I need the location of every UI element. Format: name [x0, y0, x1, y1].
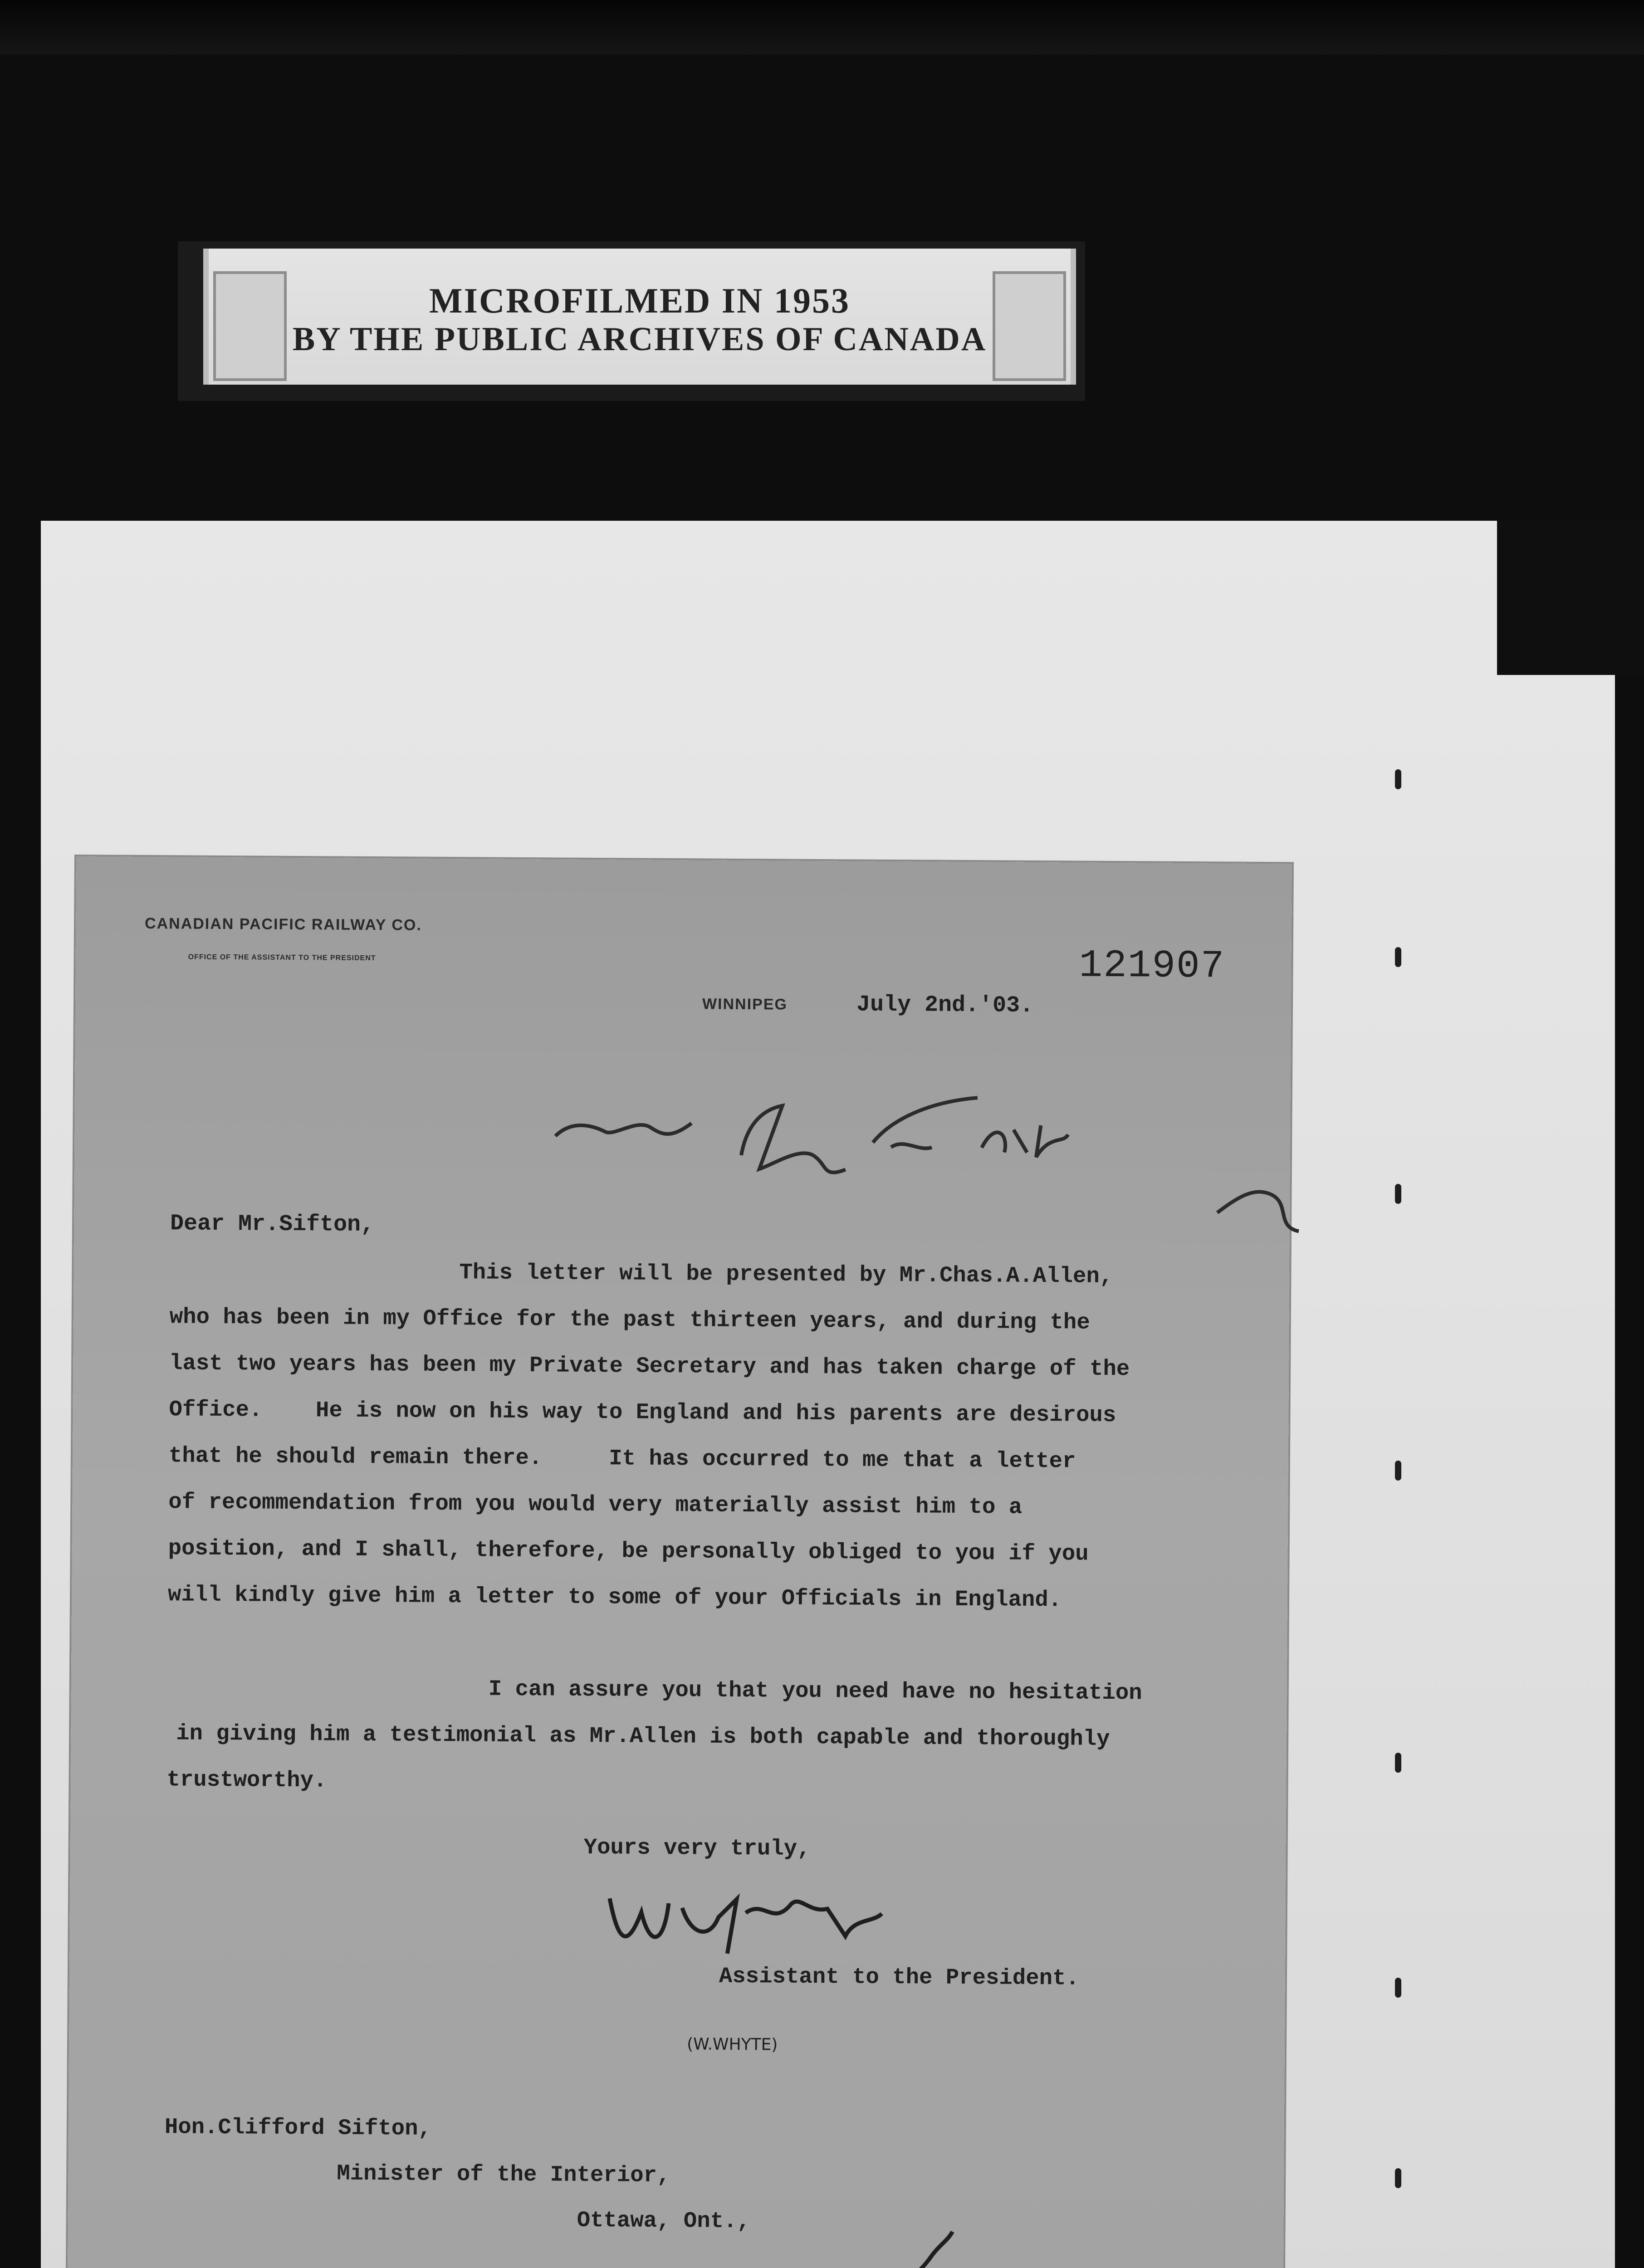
signature — [600, 1871, 918, 1973]
address-line-1: Hon.Clifford Sifton, — [164, 2114, 432, 2141]
body-line: who has been in my Office for the past thirteen years, and during the — [169, 1304, 1090, 1335]
body-line: trustworthy. — [166, 1767, 327, 1794]
handwritten-note — [602, 2211, 1193, 2268]
body-line: of recommendation from you would very materially assist him to a — [168, 1489, 1023, 1520]
body-line: in giving him a testimonial as Mr.Allen is both capable and thoroughly — [176, 1721, 1110, 1752]
body-line: last two years has been my Private Secretary and has taken charge of the — [169, 1350, 1130, 1382]
letterhead-company: CANADIAN PACIFIC RAILWAY CO. — [144, 914, 422, 934]
salutation: Dear Mr.Sifton, — [170, 1211, 375, 1238]
film-edge — [0, 0, 1644, 54]
body-line: This letter will be presented by Mr.Chas.A.Allen, — [459, 1260, 1113, 1289]
body-line: that he should remain there. It has occurred to me that a letter — [168, 1443, 1076, 1474]
microfilm-label-card — [178, 241, 1085, 401]
board-hole — [1395, 1753, 1401, 1773]
board-hole — [1395, 769, 1401, 789]
letter-date: July 2nd.'03. — [856, 992, 1034, 1019]
body-line: position, and I shall, therefore, be personally obliged to you if you — [168, 1535, 1089, 1567]
address-line-2: Minister of the Interior, — [337, 2160, 670, 2189]
microfilm-label-line-1: MICROFILMED IN 1953 — [429, 281, 850, 320]
document-number: 121907 — [1079, 943, 1225, 989]
board-hole — [1395, 2168, 1401, 2188]
board-hole — [1395, 1461, 1401, 1481]
body-line: Office. He is now on his way to England and his parents are desirous — [169, 1397, 1116, 1428]
microfilm-label — [203, 249, 1076, 385]
body-line: will kindly give him a letter to some of your Officials in England. — [167, 1582, 1062, 1613]
letterhead-office: OFFICE OF THE ASSISTANT TO THE PRESIDENT — [188, 953, 376, 963]
handwritten-annotation — [546, 1077, 1318, 1245]
address-line-3: Ottawa, Ont., — [577, 2207, 751, 2234]
body-line: I can assure you that you need have no hesitation — [488, 1676, 1142, 1706]
letterhead-place: WINNIPEG — [702, 995, 788, 1013]
closing: Yours very truly, — [583, 1834, 811, 1862]
letter-page — [67, 856, 1292, 2268]
board-hole — [1395, 947, 1401, 967]
microfilm-label-line-2: BY THE PUBLIC ARCHIVES OF CANADA — [292, 321, 987, 358]
board-hole — [1395, 1184, 1401, 1204]
signature-name: (W.WHYTE) — [686, 2035, 778, 2054]
signature-title: Assistant to the President. — [719, 1963, 1080, 1991]
board-corner-shadow — [1497, 521, 1644, 675]
board-hole — [1395, 1978, 1401, 1998]
